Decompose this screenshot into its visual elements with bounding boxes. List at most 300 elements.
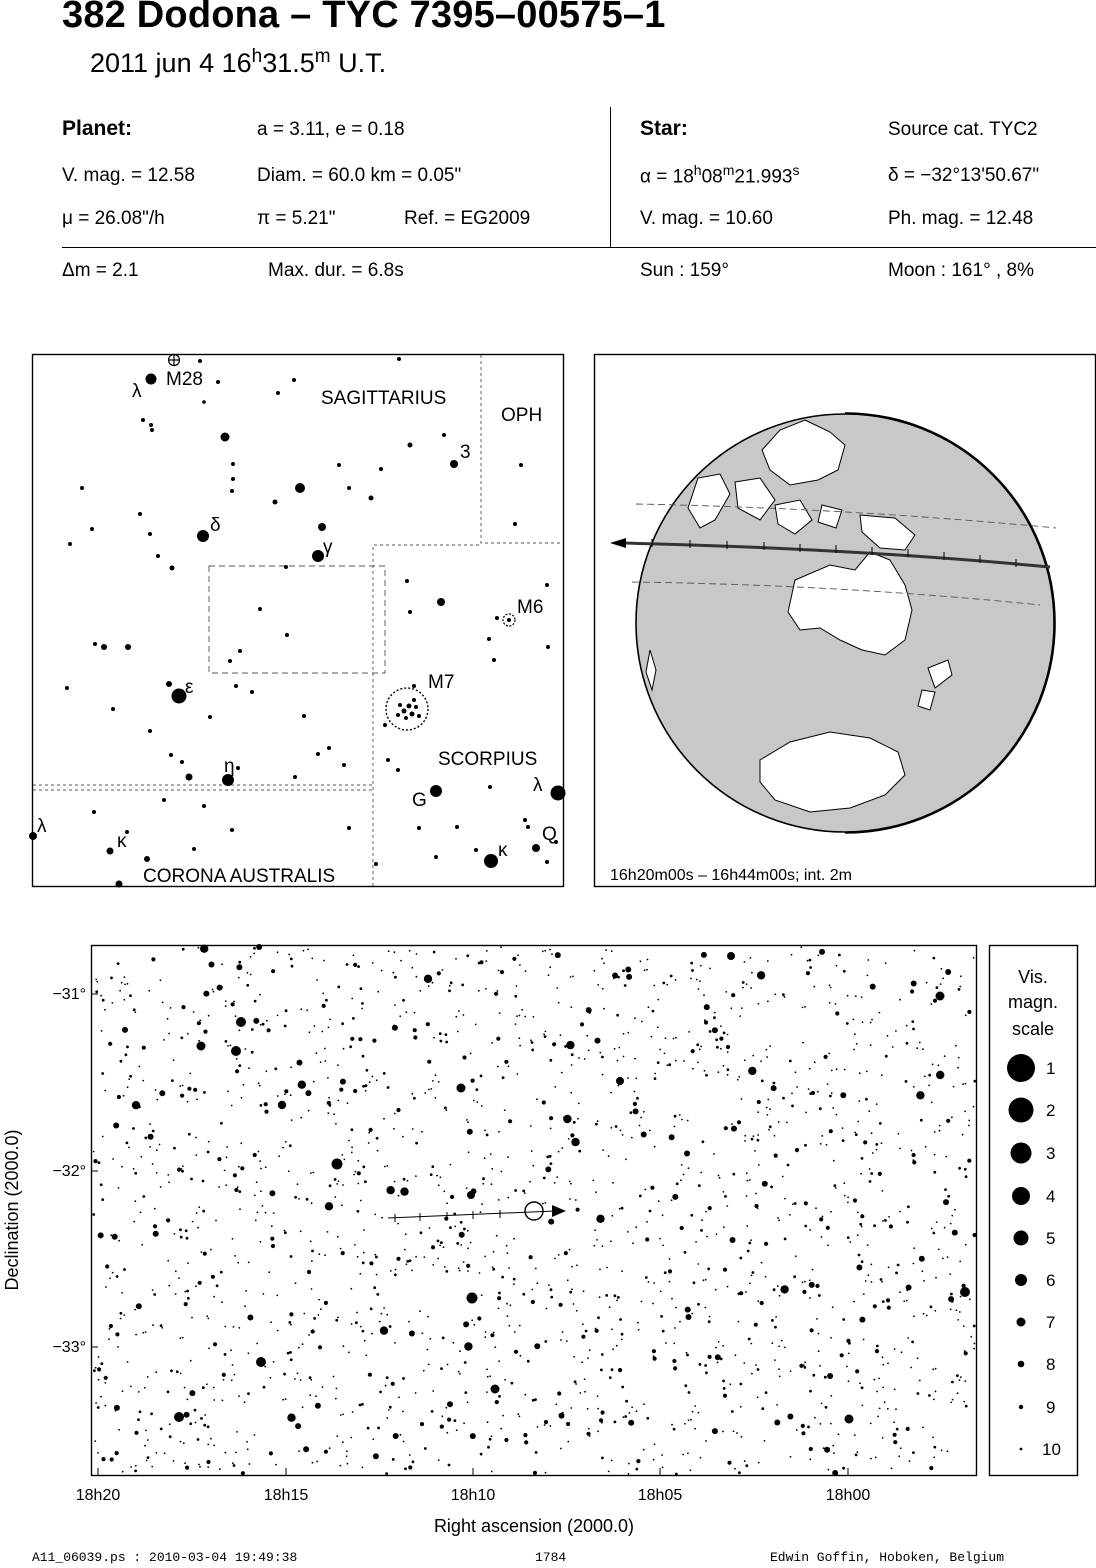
field-star (184, 1412, 190, 1418)
field-star (385, 1385, 387, 1387)
field-star (578, 1057, 580, 1059)
field-star (487, 1376, 489, 1378)
field-star (93, 1159, 97, 1163)
field-star (936, 986, 939, 989)
field-star (431, 1165, 434, 1168)
field-star (722, 1380, 725, 1383)
field-star (197, 1021, 201, 1025)
field-star (603, 1008, 605, 1010)
field-star (544, 950, 546, 952)
field-star (571, 1288, 573, 1290)
field-star (273, 1361, 275, 1363)
field-star (204, 1414, 206, 1416)
field-star (871, 1132, 873, 1134)
field-star (784, 996, 786, 998)
field-star (691, 1313, 693, 1315)
field-star (858, 1254, 861, 1257)
field-star (725, 991, 727, 993)
field-star (859, 1072, 861, 1074)
field-star (829, 984, 831, 986)
field-star (512, 957, 516, 961)
field-star (762, 1181, 768, 1187)
field-star (967, 1010, 971, 1014)
field-star (120, 1318, 122, 1320)
field-star (400, 1187, 408, 1195)
field-star (847, 1202, 849, 1204)
field-star (238, 1190, 241, 1193)
field-star (269, 1190, 275, 1196)
field-star (148, 1134, 154, 1140)
field-star (315, 1403, 321, 1409)
field-star (558, 1151, 560, 1153)
field-star (922, 1427, 924, 1429)
field-star (215, 1220, 217, 1222)
field-star (595, 1191, 597, 1193)
field-star (795, 1255, 797, 1257)
field-star (309, 1376, 312, 1379)
field-star (895, 1272, 898, 1275)
field-star (525, 970, 527, 972)
field-star (923, 1313, 925, 1315)
field-star (618, 1368, 622, 1372)
field-star (504, 1060, 508, 1064)
field-star (753, 1135, 755, 1137)
field-star (520, 1355, 522, 1357)
field-star (919, 1380, 921, 1382)
field-star (498, 1131, 500, 1133)
field-star (352, 1411, 354, 1413)
field-star (760, 1060, 762, 1062)
field-star (897, 1264, 900, 1267)
field-star (404, 1249, 406, 1251)
field-star (848, 1380, 850, 1382)
field-star (764, 1440, 766, 1442)
field-star (457, 1031, 459, 1033)
field-star (185, 1466, 189, 1470)
field-star (643, 1403, 645, 1405)
field-star (142, 1080, 144, 1082)
field-star (426, 1022, 430, 1026)
field-star (373, 1453, 379, 1459)
field-star (944, 1227, 946, 1229)
field-star (308, 1334, 310, 1336)
field-star (179, 1228, 182, 1231)
field-star (492, 1268, 495, 1271)
field-star (731, 1126, 737, 1132)
field-star (386, 1186, 394, 1194)
field-star (366, 1069, 369, 1072)
field-star (362, 1467, 364, 1469)
field-star (760, 1301, 764, 1305)
field-star (238, 1395, 240, 1397)
field-star (498, 1395, 501, 1398)
field-star (832, 1470, 838, 1476)
field-star (527, 1360, 530, 1363)
field-star (769, 1045, 771, 1047)
field-star (668, 1063, 671, 1066)
field-star (757, 1139, 760, 1142)
field-star (147, 1456, 150, 1459)
field-star (412, 1128, 414, 1130)
field-star (201, 1251, 203, 1253)
field-star (611, 1328, 613, 1330)
m28-symbol (169, 355, 180, 366)
field-star (614, 1294, 617, 1297)
field-star (549, 1059, 552, 1062)
field-star (970, 1336, 972, 1338)
field-star (953, 1086, 955, 1088)
field-star (955, 1045, 957, 1047)
field-star (142, 1046, 146, 1050)
field-star (761, 1262, 763, 1264)
field-star (548, 1219, 554, 1225)
field-star (818, 1350, 820, 1352)
field-star (645, 1276, 648, 1279)
field-star (287, 1414, 295, 1422)
field-star (508, 1065, 510, 1067)
field-star (448, 1464, 451, 1467)
field-star (621, 1339, 623, 1341)
field-star (386, 1376, 389, 1379)
field-star (884, 1401, 886, 1403)
field-star (701, 1219, 703, 1221)
field-star (289, 1312, 293, 1316)
finder-stars (29, 357, 566, 888)
field-star (484, 1157, 486, 1159)
field-star (310, 1379, 312, 1381)
field-star (290, 1255, 293, 1258)
field-star (403, 1178, 406, 1181)
field-star (398, 1396, 400, 1398)
field-star (896, 1428, 899, 1431)
field-star (723, 1268, 727, 1272)
field-star (529, 1255, 533, 1259)
field-star (112, 1272, 114, 1274)
field-star (429, 1338, 431, 1340)
magnitude-legend (990, 946, 1078, 1476)
field-star (217, 985, 223, 991)
field-star (870, 1172, 873, 1175)
field-star (794, 1202, 797, 1205)
field-star (435, 1074, 437, 1076)
field-star (109, 1324, 113, 1328)
field-star (244, 1401, 246, 1403)
field-star (882, 1190, 884, 1192)
field-star (197, 1438, 200, 1441)
field-star (128, 1078, 130, 1080)
field-star (879, 1012, 881, 1014)
field-star (575, 1199, 577, 1201)
field-star (333, 1113, 335, 1115)
field-star (295, 1282, 297, 1284)
field-star (493, 1332, 495, 1334)
field-star (665, 1342, 667, 1344)
field-star (171, 1079, 174, 1082)
field-star (247, 1392, 250, 1395)
field-star (871, 1019, 873, 1021)
field-star (334, 1196, 336, 1198)
field-star (658, 1200, 660, 1202)
field-star (959, 986, 961, 988)
field-star (688, 1391, 691, 1394)
field-star (811, 1091, 815, 1095)
legend-mag-6: 6 (1046, 1271, 1056, 1290)
field-star (675, 1060, 677, 1062)
field-star (444, 1266, 446, 1268)
field-star (619, 1318, 622, 1321)
field-star (210, 1438, 212, 1440)
field-star (191, 1317, 193, 1319)
field-star (145, 1331, 147, 1333)
field-star (445, 1270, 448, 1273)
field-star (694, 1428, 696, 1430)
field-star (919, 1042, 921, 1044)
field-star (423, 1256, 425, 1258)
field-star (782, 1176, 784, 1178)
field-star (508, 1119, 512, 1123)
field-star (673, 1343, 675, 1345)
field-star (881, 1074, 883, 1076)
field-star (634, 1017, 636, 1019)
field-star (170, 1007, 172, 1009)
field-star (340, 1248, 342, 1250)
field-star (572, 976, 574, 978)
field-star (731, 1123, 733, 1125)
field-star (804, 1225, 807, 1228)
field-star (646, 1417, 649, 1420)
field-star (691, 969, 694, 972)
field-star (413, 1035, 417, 1039)
field-star (727, 1461, 731, 1465)
field-star (939, 1130, 941, 1132)
field-star (132, 1101, 140, 1109)
field-star (516, 985, 518, 987)
field-star (957, 1319, 959, 1321)
field-star (870, 1458, 872, 1460)
field-star (168, 1181, 170, 1183)
field-star (327, 1077, 329, 1079)
field-star (166, 1218, 170, 1222)
field-star (413, 1097, 416, 1100)
field-star (817, 955, 819, 957)
field-star (727, 1034, 729, 1036)
field-star (337, 986, 340, 989)
field-star (882, 1220, 884, 1222)
field-star (311, 1260, 313, 1262)
star-vmag: V. mag. = 10.60 (640, 208, 773, 229)
field-star (681, 1164, 683, 1166)
field-star (473, 1324, 475, 1326)
field-star (861, 1226, 863, 1228)
field-star (433, 1037, 435, 1039)
field-star (619, 1208, 621, 1210)
field-star (931, 1102, 933, 1104)
field-star (376, 1079, 378, 1081)
constellation-boundaries (33, 355, 563, 886)
field-star (500, 946, 502, 948)
field-star (881, 1281, 883, 1283)
field-star (698, 988, 700, 990)
field-star (718, 1175, 720, 1177)
field-star (271, 1244, 275, 1248)
field-star (494, 992, 498, 996)
field-star (432, 982, 434, 984)
field-star (144, 1137, 147, 1140)
field-star (903, 1300, 905, 1302)
field-star (433, 951, 436, 954)
field-star (859, 1223, 862, 1226)
field-star (438, 1081, 440, 1083)
field-star (683, 1174, 685, 1176)
field-star (507, 1197, 509, 1199)
field-star (947, 1450, 949, 1452)
field-star (486, 950, 488, 952)
field-star (432, 1390, 434, 1392)
field-star (369, 1128, 373, 1132)
field-star (179, 1337, 181, 1339)
m6-cluster (503, 614, 515, 626)
field-star (426, 1349, 428, 1351)
field-star (514, 995, 517, 998)
field-star (757, 1207, 759, 1209)
field-star (709, 1030, 712, 1033)
field-star (189, 1390, 195, 1396)
field-star (773, 1288, 776, 1291)
field-star (894, 1389, 896, 1391)
field-star (832, 1306, 834, 1308)
field-star (277, 1095, 279, 1097)
field-star (285, 1009, 288, 1012)
field-star (497, 1066, 499, 1068)
field-star (945, 1156, 947, 1158)
field-star (917, 1357, 919, 1359)
field-star (723, 1226, 725, 1228)
field-star (649, 1210, 652, 1213)
field-star (167, 1260, 169, 1262)
field-star (536, 1282, 538, 1284)
field-star (567, 1441, 569, 1443)
field-star (169, 1423, 171, 1425)
field-star (745, 1464, 748, 1467)
field-star (587, 1357, 589, 1359)
field-star (779, 1295, 781, 1297)
field-star (550, 1162, 553, 1165)
field-star (550, 1288, 553, 1291)
globe-panel (595, 355, 1096, 887)
field-star (771, 1319, 774, 1322)
field-star (708, 1355, 712, 1359)
field-star (310, 1172, 312, 1174)
field-star (597, 1395, 599, 1397)
field-star (535, 1268, 537, 1270)
field-star (626, 974, 632, 980)
field-star (394, 1273, 397, 1276)
field-star (181, 1170, 184, 1173)
field-star (231, 1002, 235, 1006)
field-star (350, 1437, 352, 1439)
field-star (962, 1083, 964, 1085)
field-star (744, 1135, 746, 1137)
field-star (876, 1345, 879, 1348)
field-star (861, 1386, 864, 1389)
field-star (777, 1285, 779, 1287)
field-star (935, 1368, 937, 1370)
field-star (341, 1154, 343, 1156)
field-star (942, 978, 944, 980)
field-star (226, 1146, 228, 1148)
field-star (654, 1146, 656, 1148)
field-star (635, 1078, 637, 1080)
field-star (212, 989, 214, 991)
star-source: Source cat. TYC2 (888, 119, 1038, 140)
field-star (202, 1386, 205, 1389)
field-star (671, 1199, 673, 1201)
label-lambda-cra: λ (37, 816, 47, 837)
field-star (571, 1138, 579, 1146)
field-star (523, 1433, 527, 1437)
field-star (315, 1395, 317, 1397)
field-star (167, 1174, 169, 1176)
field-star (692, 1068, 694, 1070)
legend-title-1: Vis. (1018, 967, 1048, 987)
field-star (882, 1356, 884, 1358)
field-star (467, 1247, 469, 1249)
field-star (692, 1411, 694, 1413)
field-star (265, 1070, 267, 1072)
field-star (571, 1053, 574, 1056)
field-star (960, 975, 962, 977)
field-star (611, 1368, 614, 1371)
field-star (973, 957, 975, 959)
field-star (537, 1426, 539, 1428)
field-star (196, 1099, 198, 1101)
field-star (605, 949, 607, 951)
field-star (160, 1324, 163, 1327)
field-star (316, 979, 318, 981)
field-star (887, 1306, 891, 1310)
field-star (588, 1011, 591, 1014)
field-star (507, 1315, 509, 1317)
field-star (123, 1268, 126, 1271)
field-star (108, 1338, 110, 1340)
field-star (210, 1249, 212, 1251)
field-star (139, 1410, 142, 1413)
field-star (843, 1182, 845, 1184)
field-star (696, 979, 698, 981)
field-star (352, 1017, 355, 1020)
label-eta-sgr: η (224, 756, 235, 777)
field-star (256, 1181, 258, 1183)
field-star (368, 1142, 370, 1144)
field-star (97, 1367, 101, 1371)
field-star (531, 1049, 534, 1052)
field-star (750, 957, 752, 959)
field-star (809, 1068, 811, 1070)
field-star (439, 1032, 442, 1035)
label-m6: M6 (517, 597, 544, 618)
field-star (944, 1055, 946, 1057)
field-star (774, 1420, 780, 1426)
field-star (400, 1434, 402, 1436)
field-star (895, 1408, 897, 1410)
field-star (360, 987, 363, 990)
max-duration: Max. dur. = 6.8s (268, 260, 404, 281)
field-star (965, 1015, 967, 1017)
field-star (117, 1095, 121, 1099)
field-star (570, 1092, 572, 1094)
field-star (337, 1236, 339, 1238)
field-star (749, 1179, 751, 1181)
